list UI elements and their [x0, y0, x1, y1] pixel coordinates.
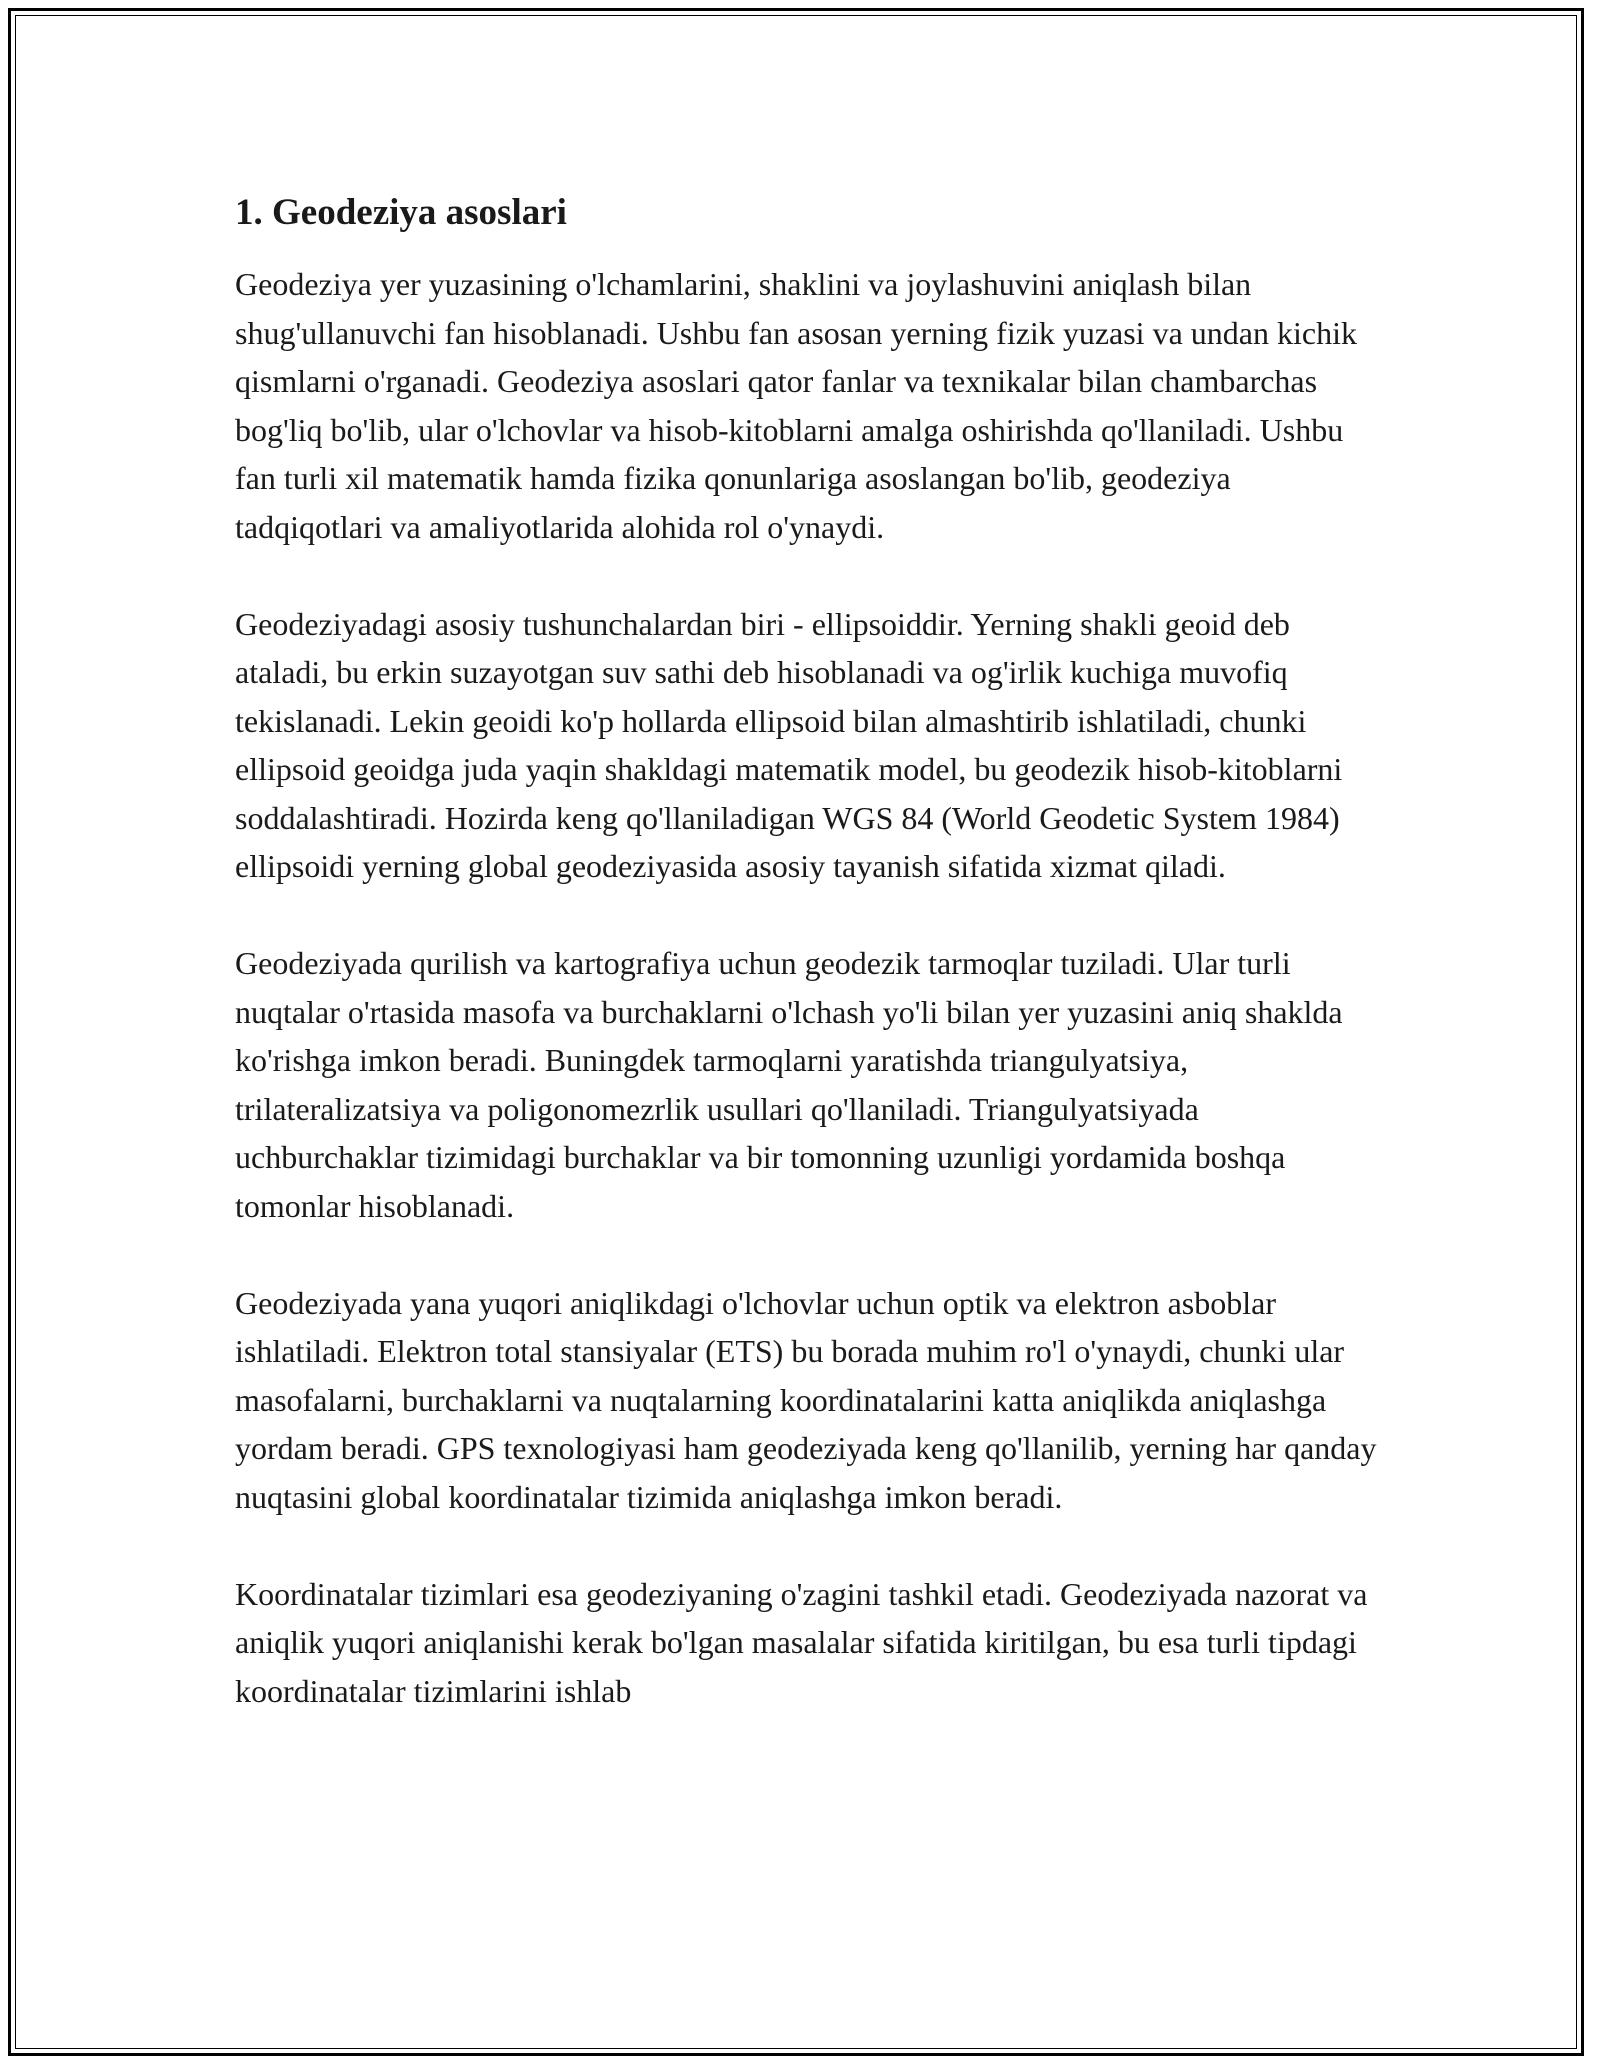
document-body [235, 188, 1380, 1715]
paragraph-4: Geodeziyada yana yuqori aniqlikdagi o'lchovlar uchun optik va elektron asboblar ishlatiladi. Elektron total stansiyalar (ETS) bu borada muhim ro'l o'ynaydi, chunki ular masofalarni, burchaklarni va nuqtalarning koordinatalarini katta aniqlikda aniqlashga yordam beradi. GPS texnologiyasi ham geodeziyada keng qo'llanilib, yerning har qanday nuqtasini global koordinatalar tizimida aniqlashga imkon beradi. [235, 1284, 1377, 1515]
paragraph-2: Geodeziyadagi asosiy tushunchalardan biri - ellipsoiddir. Yerning shakli geoid deb ataladi, bu erkin suzayotgan suv sathi deb hisoblanadi va og'irlik kuchiga muvofiq tekislanadi. Lekin geoidi ko'p hollarda ellipsoid bilan almashtirib ishlatiladi, chunki ellipsoid geoidga juda yaqin shakldagi matematik model, bu geodezik hisob-kitoblarni soddalashtiradi. Hozirda keng qo'llaniladigan WGS 84 (World Geodetic System 1984) ellipsoidi yerning global geodeziyasida asosiy tayanish sifatida xizmat qiladi. [235, 605, 1343, 884]
paragraph-5: Koordinatalar tizimlari esa geodeziyaning o'zagini tashkil etadi. Geodeziyada nazorat va aniqlik yuqori aniqlanishi kerak bo'lgan masalalar sifatida kiritilgan, bu esa turli tipdagi koordinatalar tizimlarini ishlab [235, 1575, 1368, 1709]
paragraph-3: Geodeziyada qurilish va kartografiya uchun geodezik tarmoqlar tuziladi. Ular turli nuqtalar o'rtasida masofa va burchaklarni o'lchash yo'li bilan yer yuzasini aniq shaklda ko'rishga imkon beradi. Buningdek tarmoqlarni yaratishda triangulyatsiya, trilateralizatsiya va poligonomezrlik usullari qo'llaniladi. Triangulyatsiyada uchburchaklar tizimidagi burchaklar va bir tomonning uzunligi yordamida boshqa tomonlar hisoblanadi. [235, 945, 1343, 1224]
document-title: 1. Geodeziya asoslari [235, 192, 567, 233]
paragraph-1: Geodeziya yer yuzasining o'lchamlarini, shaklini va joylashuvini aniqlash bilan shug'ullanuvchi fan hisoblanadi. Ushbu fan asosan yerning fizik yuzasi va undan kichik qismlarni o'rganadi. Geodeziya asoslari qator fanlar va texnikalar bilan chambarchas bog'liq bo'lib, ular o'lchovlar va hisob-kitoblarni amalga oshirishda qo'llaniladi. Ushbu fan turli xil matematik hamda fizika qonunlariga asoslangan bo'lib, geodeziya tadqiqotlari va amaliyotlarida alohida rol o'ynaydi. [235, 266, 1357, 545]
